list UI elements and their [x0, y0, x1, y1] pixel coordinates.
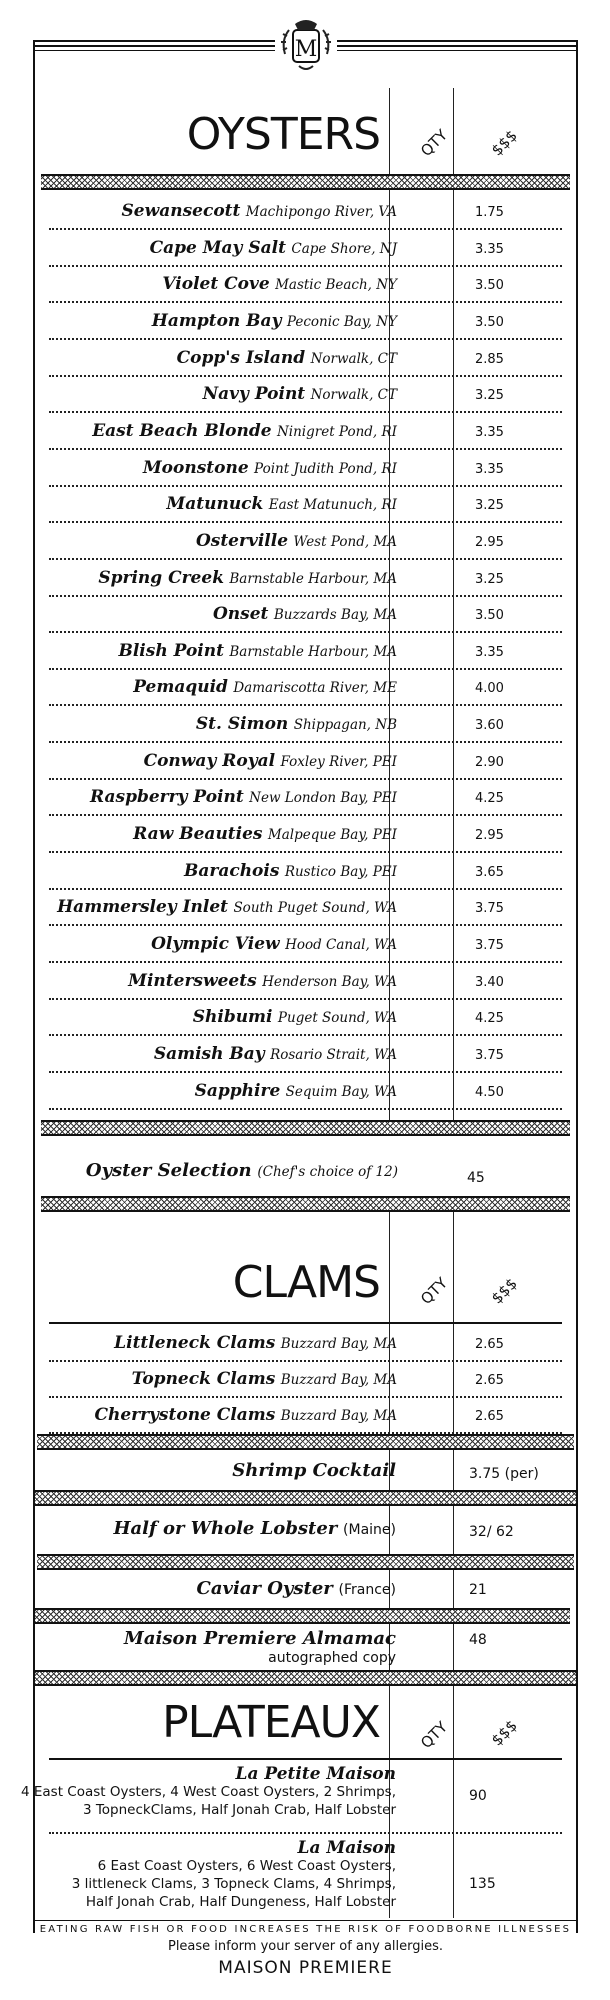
shrimp-cocktail-name: Shrimp Cocktail — [232, 1460, 396, 1481]
oysters-bottom-bar — [41, 1120, 570, 1136]
item-name: Pemaquid Damariscotta River, ME — [133, 677, 397, 698]
menu-item-row — [49, 817, 562, 853]
menu-item-row — [49, 231, 562, 267]
plateau-name: La Maison — [297, 1838, 396, 1858]
menu-item-row — [49, 1398, 562, 1434]
item-name: Conway Royal Foxley River, PEI — [143, 750, 397, 771]
item-price: 3.50 — [475, 314, 504, 330]
menu-item-row — [49, 964, 562, 1000]
item-price: 4.00 — [475, 681, 504, 697]
item-name: Littleneck Clams Buzzard Bay, MA — [114, 1333, 397, 1353]
caviar-bottom-bar — [35, 1608, 570, 1624]
item-price: 1.75 — [475, 205, 504, 220]
almanac-bottom-bar — [35, 1670, 576, 1686]
clams-title: CLAMS — [232, 1257, 380, 1308]
item-price: 3.75 — [475, 938, 504, 953]
plateau-line: 3 TopneckClams, Half Jonah Crab, Half Lobster — [82, 1802, 396, 1818]
menu-item-row — [49, 451, 562, 487]
almanac-sub: autographed copy — [268, 1650, 396, 1666]
menu-item-row — [49, 927, 562, 963]
item-name: Olympic View Hood Canal, WA — [151, 934, 397, 954]
item-price: 2.95 — [475, 534, 504, 550]
item-price: 3.35 — [475, 241, 504, 257]
item-name: Hampton Bay Peconic Bay, NY — [151, 310, 397, 331]
plateau-line: Half Jonah Crab, Half Dungeness, Half Lobster — [85, 1894, 396, 1910]
item-name: Topneck Clams Buzzard Bay, MA — [131, 1369, 397, 1389]
item-name: Sewansecott Machipongo River, VA — [121, 201, 397, 221]
caviar-row — [33, 1572, 578, 1610]
plateau-line: 4 East Coast Oysters, 4 West Coast Oysters, 2 Shrimps, — [21, 1784, 396, 1800]
item-name: Violet Cove Mastic Beach, NY — [162, 274, 397, 295]
item-name: St. Simon Shippagan, NB — [195, 714, 397, 735]
plateaux-rule — [49, 1758, 562, 1760]
menu-page — [21, 0, 578, 2000]
menu-item-row — [49, 487, 562, 523]
item-price: 2.65 — [475, 1373, 504, 1388]
item-price: 3.25 — [475, 571, 504, 587]
menu-item-row — [49, 194, 562, 230]
item-price: 3.35 — [475, 644, 504, 660]
clams-header — [35, 1212, 576, 1322]
item-name: Mintersweets Henderson Bay, WA — [128, 970, 397, 991]
item-name: Onset Buzzards Bay, MA — [213, 604, 397, 625]
plateau-name: La Petite Maison — [235, 1764, 396, 1784]
almanac-price: 48 — [469, 1632, 487, 1648]
oysters-title: OYSTERS — [186, 109, 380, 160]
item-name: Navy Point Norwalk, CT — [202, 384, 397, 405]
item-name: Shibumi Puget Sound, WA — [192, 1007, 397, 1028]
menu-item-row — [49, 854, 562, 890]
item-price: 3.25 — [475, 388, 504, 404]
item-price: 4.25 — [475, 1011, 504, 1027]
plateau-price: 90 — [469, 1788, 487, 1804]
item-name: Blish Point Barnstable Harbour, MA — [118, 640, 397, 661]
allergy-notice: Please inform your server of any allergies. — [167, 1939, 444, 1954]
item-name: Samish Bay Rosario Strait, WA — [153, 1043, 397, 1064]
plateau-divider — [49, 1832, 562, 1834]
plateau-line: 3 littleneck Clams, 3 Topneck Clams, 4 Shrimps, — [71, 1876, 396, 1892]
item-price: 3.50 — [475, 278, 504, 294]
item-price: 3.35 — [475, 461, 504, 477]
oyster-selection-row — [33, 1148, 578, 1194]
plateau-la-maison — [33, 1836, 578, 1920]
item-name: Copp's Island Norwalk, CT — [176, 347, 397, 368]
item-name: Raspberry Point New London Bay, PEI — [89, 787, 397, 808]
menu-item-row — [49, 707, 562, 743]
lobster-row — [33, 1508, 578, 1552]
caviar-name: Caviar Oyster (France) — [196, 1578, 396, 1599]
menu-item-row — [49, 1074, 562, 1110]
item-name: Osterville West Pond, MA — [195, 530, 397, 551]
item-name: East Beach Blonde Ninigret Pond, RI — [92, 420, 397, 441]
caviar-price: 21 — [469, 1582, 487, 1598]
item-name: Raw Beauties Malpeque Bay, PEI — [133, 824, 397, 845]
menu-item-row — [49, 670, 562, 706]
menu-item-row — [49, 597, 562, 633]
plateau-price: 135 — [469, 1876, 496, 1892]
lobster-price: 32/ 62 — [469, 1524, 514, 1540]
clams-rule — [49, 1322, 562, 1324]
almanac-row — [33, 1626, 578, 1674]
menu-item-row — [49, 341, 562, 377]
plateaux-title: PLATEAUX — [162, 1697, 380, 1748]
menu-item-row — [49, 267, 562, 303]
item-price: 2.85 — [475, 351, 504, 367]
item-name: Moonstone Point Judith Pond, RI — [142, 457, 397, 478]
footer-rule — [33, 1920, 578, 1921]
menu-item-row — [49, 890, 562, 926]
item-price: 4.25 — [475, 791, 504, 807]
item-price: 3.35 — [475, 424, 504, 440]
item-name: Barachois Rustico Bay, PEI — [183, 860, 397, 881]
monogram: M — [294, 37, 318, 62]
item-name: Hammersley Inlet South Puget Sound, WA — [57, 897, 397, 918]
almanac-name: Maison Premiere Almamac — [123, 1628, 396, 1649]
item-price: 3.75 — [475, 1047, 504, 1063]
item-price: 4.50 — [475, 1084, 504, 1100]
item-price: 3.75 — [475, 901, 504, 917]
foodborne-warning: EATING RAW FISH OR FOOD INCREASES THE RISK OF FOODBORNE ILLNESSES — [39, 1924, 572, 1935]
item-price: 2.65 — [475, 1409, 504, 1424]
item-price: 3.25 — [475, 498, 504, 514]
menu-item-row — [49, 524, 562, 560]
menu-item-row — [49, 377, 562, 413]
lobster-bottom-bar — [37, 1554, 574, 1570]
item-price: 2.90 — [475, 754, 504, 770]
shrimp-bottom-bar — [35, 1490, 576, 1506]
item-price: 2.95 — [475, 828, 504, 844]
item-name: Sapphire Sequim Bay, WA — [194, 1080, 397, 1101]
selection-bottom-bar — [41, 1196, 570, 1212]
menu-item-row — [49, 1037, 562, 1073]
menu-item-row — [49, 1326, 562, 1362]
plateaux-qty-label: QTY — [417, 1717, 452, 1753]
oysters-price-label: $$$ — [487, 126, 521, 160]
oysters-qty-label: QTY — [417, 125, 452, 161]
item-name: Cape May Salt Cape Shore, NJ — [149, 237, 397, 258]
clams-price-label: $$$ — [487, 1274, 521, 1308]
clams-bottom-bar — [37, 1434, 574, 1450]
item-price: 3.65 — [475, 864, 504, 880]
menu-item-row — [49, 744, 562, 780]
oyster-selection-price: 45 — [467, 1170, 485, 1186]
menu-item-row — [49, 304, 562, 340]
brand-name: MAISON PREMIERE — [218, 1958, 393, 1978]
oysters-header — [35, 70, 576, 174]
menu-item-row — [49, 561, 562, 597]
menu-item-row — [49, 634, 562, 670]
plateau-la-petite-maison — [21, 1762, 578, 1836]
plateau-line: 6 East Coast Oysters, 6 West Coast Oysters, — [97, 1858, 396, 1874]
item-name: Spring Creek Barnstable Harbour, MA — [98, 567, 397, 588]
menu-item-row — [49, 414, 562, 450]
item-price: 3.60 — [475, 718, 504, 734]
shrimp-cocktail-row — [33, 1452, 578, 1488]
oysters-top-bar — [41, 174, 570, 190]
plateaux-price-label: $$$ — [487, 1716, 521, 1750]
crest-icon — [275, 14, 337, 76]
item-price: 3.40 — [475, 974, 504, 990]
shrimp-cocktail-price: 3.75 (per) — [469, 1466, 539, 1482]
item-name: Cherrystone Clams Buzzard Bay, MA — [94, 1405, 397, 1425]
menu-item-row — [49, 780, 562, 816]
clams-qty-label: QTY — [417, 1273, 452, 1309]
item-name: Matunuck East Matunuch, RI — [166, 494, 397, 515]
item-price: 3.50 — [475, 608, 504, 624]
plateaux-header — [35, 1688, 576, 1756]
menu-item-row — [49, 1000, 562, 1036]
menu-item-row — [49, 1362, 562, 1398]
oyster-selection-name: Oyster Selection (Chef's choice of 12) — [85, 1160, 398, 1181]
lobster-name: Half or Whole Lobster (Maine) — [113, 1518, 396, 1539]
item-price: 2.65 — [475, 1337, 504, 1352]
